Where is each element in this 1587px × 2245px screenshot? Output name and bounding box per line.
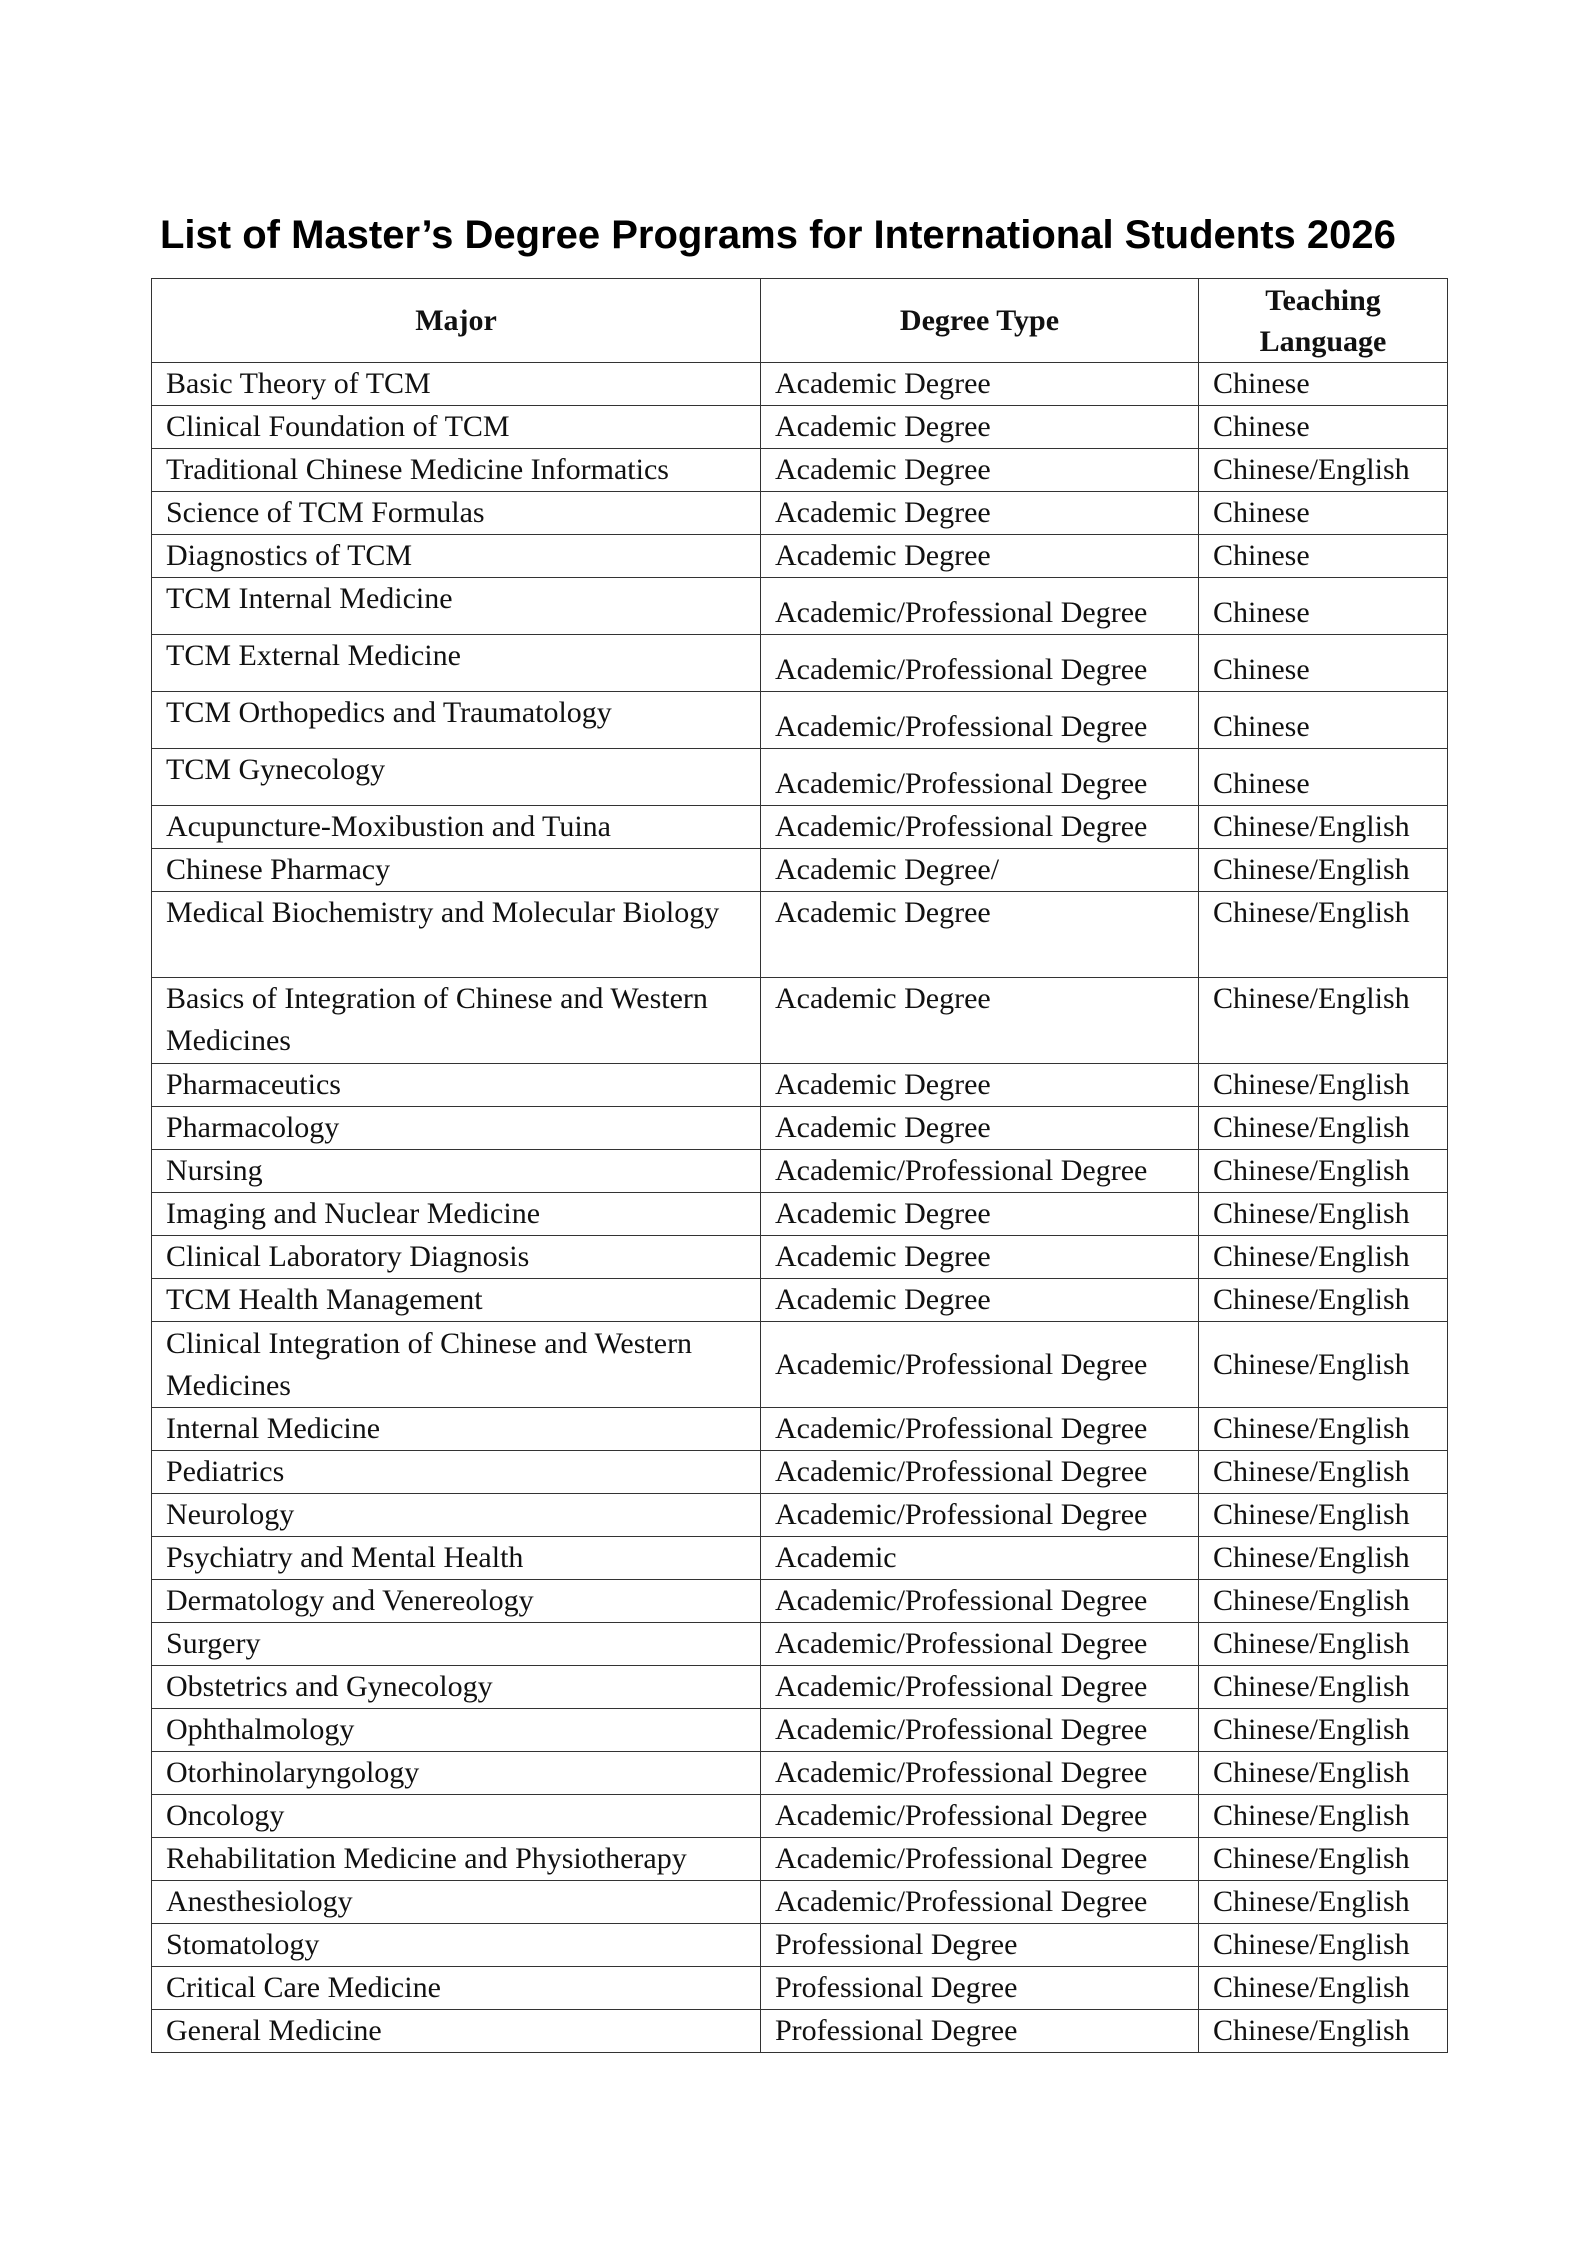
teaching-language-cell: Chinese/English bbox=[1199, 2010, 1448, 2053]
major-cell: Pharmaceutics bbox=[152, 1064, 761, 1107]
teaching-language-cell: Chinese/English bbox=[1199, 1150, 1448, 1193]
table-row bbox=[152, 1451, 1448, 1494]
table-row bbox=[152, 535, 1448, 578]
major-cell: Clinical Foundation of TCM bbox=[152, 406, 761, 449]
degree-type-cell: Academic/Professional Degree bbox=[761, 1666, 1199, 1709]
degree-type-cell: Academic/Professional Degree bbox=[761, 1150, 1199, 1193]
teaching-language-cell: Chinese bbox=[1199, 635, 1448, 692]
degree-type-cell: Academic/Professional Degree bbox=[761, 1623, 1199, 1666]
teaching-language-cell: Chinese/English bbox=[1199, 1064, 1448, 1107]
teaching-language-cell: Chinese/English bbox=[1199, 1838, 1448, 1881]
degree-type-cell: Academic Degree bbox=[761, 535, 1199, 578]
table-row bbox=[152, 892, 1448, 978]
teaching-language-cell: Chinese bbox=[1199, 363, 1448, 406]
teaching-language-cell: Chinese/English bbox=[1199, 1107, 1448, 1150]
teaching-language-cell: Chinese/English bbox=[1199, 978, 1448, 1064]
table-row bbox=[152, 1107, 1448, 1150]
teaching-language-cell: Chinese/English bbox=[1199, 1537, 1448, 1580]
table-row bbox=[152, 1752, 1448, 1795]
teaching-language-cell: Chinese/English bbox=[1199, 1709, 1448, 1752]
degree-type-cell: Academic/Professional Degree bbox=[761, 1752, 1199, 1795]
degree-type-cell: Academic Degree bbox=[761, 363, 1199, 406]
table-row bbox=[152, 1709, 1448, 1752]
teaching-language-cell: Chinese/English bbox=[1199, 849, 1448, 892]
table-row bbox=[152, 406, 1448, 449]
programs-table bbox=[151, 278, 1448, 2053]
table-body bbox=[152, 363, 1448, 2053]
table-row bbox=[152, 749, 1448, 806]
degree-type-cell: Professional Degree bbox=[761, 1924, 1199, 1967]
major-cell: Oncology bbox=[152, 1795, 761, 1838]
table-row bbox=[152, 1795, 1448, 1838]
major-cell: Medical Biochemistry and Molecular Biology bbox=[152, 892, 761, 978]
major-cell: Dermatology and Venereology bbox=[152, 1580, 761, 1623]
table-row bbox=[152, 1193, 1448, 1236]
teaching-language-cell: Chinese/English bbox=[1199, 1795, 1448, 1838]
table-row bbox=[152, 578, 1448, 635]
teaching-language-cell: Chinese/English bbox=[1199, 1451, 1448, 1494]
table-row bbox=[152, 1150, 1448, 1193]
major-cell: Nursing bbox=[152, 1150, 761, 1193]
teaching-language-cell: Chinese/English bbox=[1199, 1494, 1448, 1537]
major-cell: Otorhinolaryngology bbox=[152, 1752, 761, 1795]
header-degree-type: Degree Type bbox=[761, 279, 1199, 363]
table-row bbox=[152, 1064, 1448, 1107]
page-title: List of Master’s Degree Programs for International Students 2026 bbox=[160, 213, 1396, 257]
major-cell: Obstetrics and Gynecology bbox=[152, 1666, 761, 1709]
table-header-row bbox=[152, 279, 1448, 363]
major-cell: Pediatrics bbox=[152, 1451, 761, 1494]
degree-type-cell: Academic/Professional Degree bbox=[761, 1881, 1199, 1924]
teaching-language-cell: Chinese/English bbox=[1199, 1623, 1448, 1666]
major-cell: Traditional Chinese Medicine Informatics bbox=[152, 449, 761, 492]
major-cell: Imaging and Nuclear Medicine bbox=[152, 1193, 761, 1236]
major-cell: Basics of Integration of Chinese and Western Medicines bbox=[152, 978, 761, 1064]
table-row bbox=[152, 1408, 1448, 1451]
teaching-language-cell: Chinese/English bbox=[1199, 1666, 1448, 1709]
header-teaching-language: Teaching Language bbox=[1199, 279, 1448, 363]
table-row bbox=[152, 1666, 1448, 1709]
table-row bbox=[152, 978, 1448, 1064]
teaching-language-cell: Chinese/English bbox=[1199, 1967, 1448, 2010]
major-cell: Pharmacology bbox=[152, 1107, 761, 1150]
major-cell: Stomatology bbox=[152, 1924, 761, 1967]
degree-type-cell: Academic Degree bbox=[761, 1064, 1199, 1107]
teaching-language-cell: Chinese/English bbox=[1199, 1408, 1448, 1451]
teaching-language-cell: Chinese bbox=[1199, 749, 1448, 806]
degree-type-cell: Academic Degree bbox=[761, 1279, 1199, 1322]
degree-type-cell: Academic Degree bbox=[761, 449, 1199, 492]
header-major: Major bbox=[152, 279, 761, 363]
table-row bbox=[152, 1623, 1448, 1666]
degree-type-cell: Academic/Professional Degree bbox=[761, 1709, 1199, 1752]
major-cell: Diagnostics of TCM bbox=[152, 535, 761, 578]
table-row bbox=[152, 692, 1448, 749]
table-row bbox=[152, 806, 1448, 849]
major-cell: Surgery bbox=[152, 1623, 761, 1666]
degree-type-cell: Academic/Professional Degree bbox=[761, 692, 1199, 749]
teaching-language-cell: Chinese/English bbox=[1199, 1193, 1448, 1236]
major-cell: Clinical Integration of Chinese and Western Medicines bbox=[152, 1322, 761, 1408]
degree-type-cell: Academic/Professional Degree bbox=[761, 749, 1199, 806]
teaching-language-cell: Chinese/English bbox=[1199, 1236, 1448, 1279]
major-cell: Critical Care Medicine bbox=[152, 1967, 761, 2010]
teaching-language-cell: Chinese bbox=[1199, 578, 1448, 635]
teaching-language-cell: Chinese/English bbox=[1199, 449, 1448, 492]
teaching-language-cell: Chinese/English bbox=[1199, 1322, 1448, 1408]
degree-type-cell: Professional Degree bbox=[761, 2010, 1199, 2053]
degree-type-cell: Academic Degree bbox=[761, 492, 1199, 535]
teaching-language-cell: Chinese/English bbox=[1199, 1580, 1448, 1623]
teaching-language-cell: Chinese/English bbox=[1199, 806, 1448, 849]
table-row bbox=[152, 1924, 1448, 1967]
degree-type-cell: Academic/Professional Degree bbox=[761, 578, 1199, 635]
major-cell: TCM Internal Medicine bbox=[152, 578, 761, 635]
degree-type-cell: Academic/Professional Degree bbox=[761, 1494, 1199, 1537]
table-row bbox=[152, 1494, 1448, 1537]
table-row bbox=[152, 1279, 1448, 1322]
table-row bbox=[152, 1322, 1448, 1408]
degree-type-cell: Academic Degree bbox=[761, 892, 1199, 978]
major-cell: Clinical Laboratory Diagnosis bbox=[152, 1236, 761, 1279]
degree-type-cell: Academic/Professional Degree bbox=[761, 1795, 1199, 1838]
major-cell: TCM Health Management bbox=[152, 1279, 761, 1322]
teaching-language-cell: Chinese bbox=[1199, 492, 1448, 535]
table-row bbox=[152, 363, 1448, 406]
major-cell: Neurology bbox=[152, 1494, 761, 1537]
major-cell: Ophthalmology bbox=[152, 1709, 761, 1752]
degree-type-cell: Academic/Professional Degree bbox=[761, 806, 1199, 849]
table-row bbox=[152, 1537, 1448, 1580]
major-cell: General Medicine bbox=[152, 2010, 761, 2053]
teaching-language-cell: Chinese/English bbox=[1199, 1881, 1448, 1924]
degree-type-cell: Academic Degree bbox=[761, 978, 1199, 1064]
degree-type-cell: Academic Degree bbox=[761, 406, 1199, 449]
teaching-language-cell: Chinese/English bbox=[1199, 1752, 1448, 1795]
major-cell: Internal Medicine bbox=[152, 1408, 761, 1451]
major-cell: Basic Theory of TCM bbox=[152, 363, 761, 406]
degree-type-cell: Academic Degree bbox=[761, 1107, 1199, 1150]
degree-type-cell: Academic Degree/ bbox=[761, 849, 1199, 892]
table-row bbox=[152, 492, 1448, 535]
degree-type-cell: Academic Degree bbox=[761, 1193, 1199, 1236]
table-row bbox=[152, 1236, 1448, 1279]
major-cell: Psychiatry and Mental Health bbox=[152, 1537, 761, 1580]
major-cell: Anesthesiology bbox=[152, 1881, 761, 1924]
major-cell: Chinese Pharmacy bbox=[152, 849, 761, 892]
major-cell: TCM External Medicine bbox=[152, 635, 761, 692]
table-row bbox=[152, 849, 1448, 892]
major-cell: Rehabilitation Medicine and Physiotherapy bbox=[152, 1838, 761, 1881]
degree-type-cell: Academic Degree bbox=[761, 1236, 1199, 1279]
teaching-language-cell: Chinese bbox=[1199, 692, 1448, 749]
table-row bbox=[152, 635, 1448, 692]
major-cell: Science of TCM Formulas bbox=[152, 492, 761, 535]
table-row bbox=[152, 2010, 1448, 2053]
degree-type-cell: Academic/Professional Degree bbox=[761, 1838, 1199, 1881]
major-cell: Acupuncture-Moxibustion and Tuina bbox=[152, 806, 761, 849]
table-row bbox=[152, 1580, 1448, 1623]
major-cell: TCM Orthopedics and Traumatology bbox=[152, 692, 761, 749]
table-row bbox=[152, 449, 1448, 492]
table-row bbox=[152, 1838, 1448, 1881]
degree-type-cell: Academic bbox=[761, 1537, 1199, 1580]
degree-type-cell: Academic/Professional Degree bbox=[761, 1580, 1199, 1623]
major-cell: TCM Gynecology bbox=[152, 749, 761, 806]
degree-type-cell: Academic/Professional Degree bbox=[761, 1322, 1199, 1408]
teaching-language-cell: Chinese/English bbox=[1199, 1924, 1448, 1967]
teaching-language-cell: Chinese/English bbox=[1199, 892, 1448, 978]
teaching-language-cell: Chinese/English bbox=[1199, 1279, 1448, 1322]
degree-type-cell: Professional Degree bbox=[761, 1967, 1199, 2010]
degree-type-cell: Academic/Professional Degree bbox=[761, 635, 1199, 692]
table-row bbox=[152, 1967, 1448, 2010]
teaching-language-cell: Chinese bbox=[1199, 406, 1448, 449]
teaching-language-cell: Chinese bbox=[1199, 535, 1448, 578]
degree-type-cell: Academic/Professional Degree bbox=[761, 1451, 1199, 1494]
table-row bbox=[152, 1881, 1448, 1924]
degree-type-cell: Academic/Professional Degree bbox=[761, 1408, 1199, 1451]
